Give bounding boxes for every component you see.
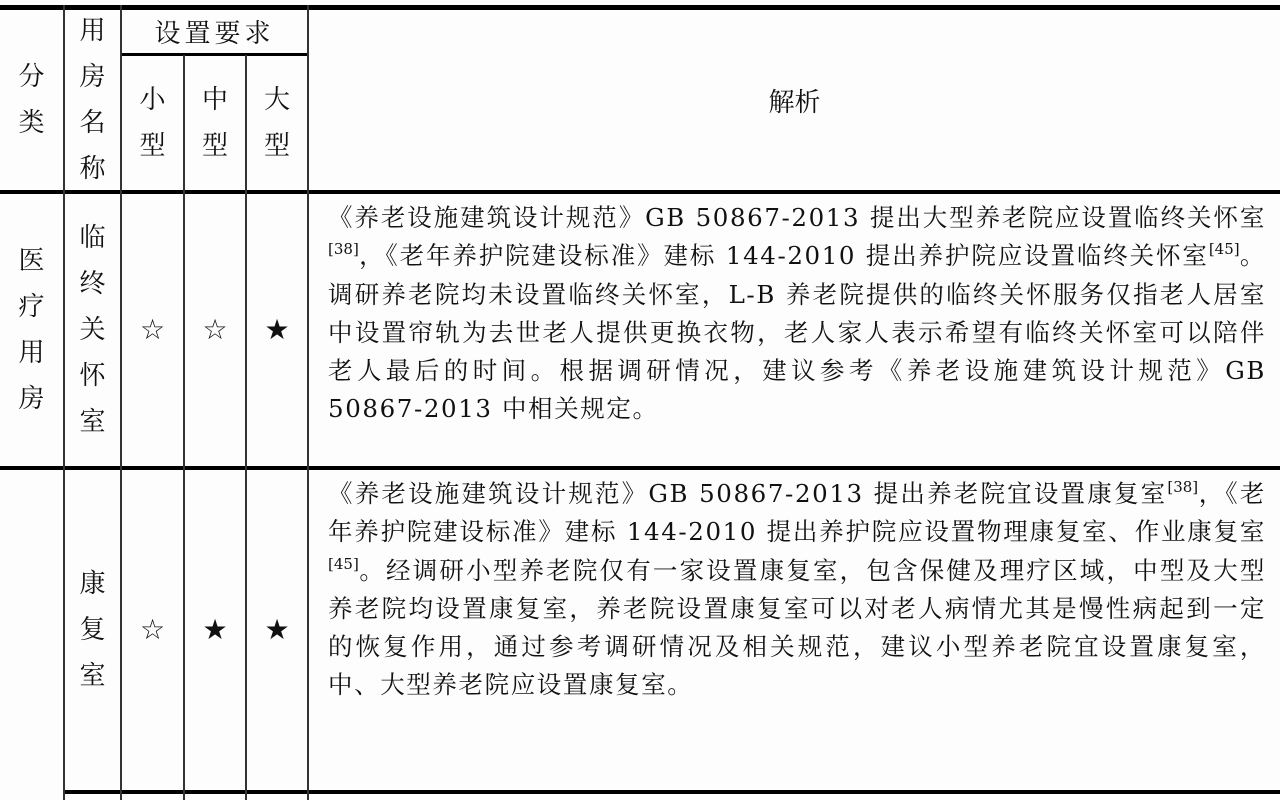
analysis-text [328,475,1266,705]
small-requirement-cell [122,194,183,466]
citation-ref: [45] [328,554,359,573]
citation-ref: [38] [1167,478,1199,496]
medium-requirement-cell [185,194,245,466]
header-room-name-char: 名 [79,108,106,138]
header-size-small [122,56,183,190]
small-requirement-cell [122,470,183,790]
analysis-segment: 。经调研小型养老院仅有一家设置康复室，包含保健及理疗区域，中型及大型养老院均设置康复室，养老院设置康复室可以对老人病情尤其是慢性病起到一定的恢复作用，通过参考调研情况及相关规范，建议小型养老院宜设置康复室，中、大型养老院应设置康复室。 [328,555,1266,700]
large-requirement-cell [247,470,307,790]
category-cell [0,194,63,466]
room-name-char: 康 [79,569,106,599]
analysis-segment: ，《老年养护院建设标准》建标 144-2010 提出养护院应设置物理康复室、作业康复室 [328,479,1266,547]
header-requirement-group [122,10,307,53]
header-size-char: 型 [139,131,166,161]
room-name-char: 怀 [79,361,106,391]
header-size-char: 型 [263,131,290,161]
analysis-segment: ，《老年养护院建设标准》建标 144-2010 提出养护院应设置临终关怀室 [358,241,1209,271]
category-char: 房 [18,384,45,414]
hollow-star-icon: ☆ [202,313,228,346]
analysis-text [328,199,1266,429]
category-char: 疗 [18,292,45,322]
header-size-char: 大 [263,85,290,115]
room-name-char: 终 [79,269,106,299]
analysis-segment: 。调研养老院均未设置临终关怀室，L-B 养老院提供的临终关怀服务仅指老人居室中设置帘轨为去世老人提供更换衣物，老人家人表示希望有临终关怀室可以陪伴老人最后的时间。根据调研情况，建议参考《养老设施建筑设计规范》GB 50867-2013 中相关规定。 [328,241,1266,424]
header-requirement-group-label: 设置要求 [154,19,275,49]
room-name-char: 室 [79,661,106,691]
medium-requirement-cell [185,470,245,790]
citation-ref: [45] [1208,240,1240,259]
header-size-char: 中 [201,85,228,115]
analysis-segment: 《养老设施建筑设计规范》GB 50867-2013 提出养老院宜设置康复室 [328,479,1168,508]
header-category-char: 分 [18,62,45,92]
citation-ref: [38] [328,240,359,259]
header-size-large [247,56,307,190]
header-analysis [309,10,1280,190]
header-analysis-label: 解析 [768,87,821,118]
room-name-char: 临 [79,223,106,253]
large-requirement-cell [247,194,307,466]
hollow-star-icon: ☆ [139,613,166,646]
header-size-char: 型 [201,131,228,161]
analysis-segment: 《养老设施建筑设计规范》GB 50867-2013 提出大型养老院应设置临终关怀室 [328,203,1266,232]
filled-star-icon: ★ [264,613,290,646]
header-category-char: 类 [18,108,45,138]
hollow-star-icon: ☆ [139,313,166,346]
room-name-cell [65,470,120,790]
header-size-medium [185,56,245,190]
category-char: 用 [18,338,45,368]
room-name-char: 复 [79,615,106,645]
header-size-char: 小 [139,85,166,115]
category-char: 医 [18,246,45,276]
header-category [0,10,63,190]
room-name-char: 室 [79,407,106,437]
header-room-name-char: 房 [79,62,106,92]
filled-star-icon: ★ [264,313,290,346]
header-room-name-char: 用 [79,16,106,46]
header-room-name [65,10,120,190]
room-name-cell [65,194,120,466]
header-room-name-char: 称 [79,154,106,184]
filled-star-icon: ★ [202,613,228,646]
room-name-char: 关 [79,315,106,345]
